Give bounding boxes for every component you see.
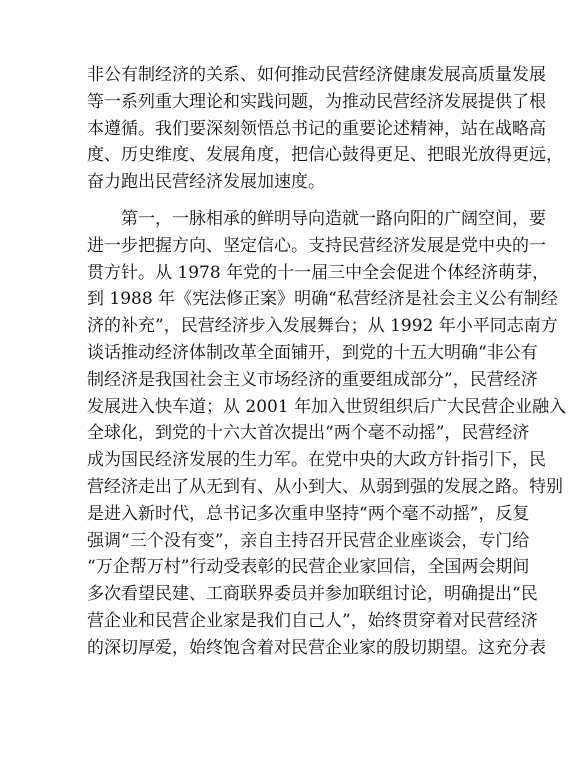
text-line: 等一系列重大理论和实践问题，为推动民营经济发展提供了根 (87, 91, 546, 112)
paragraph-2 (87, 206, 567, 662)
text-line: 进一步把握方向、坚定信心。支持民营经济发展是党中央的一 (87, 235, 546, 256)
paragraph-gap (87, 196, 502, 206)
paragraph-1 (87, 62, 563, 196)
text-line: “万企帮万村”行动受表彰的民营企业家回信，全国两会期间 (87, 557, 530, 578)
text-line: 全球化，到党的十六大首次提出“两个毫不动摇”，民营经济 (87, 423, 530, 444)
text-line: 贯方针。从 1978 年党的十一届三中全会促进个体经济萌芽， (87, 262, 550, 283)
text-line: 非公有制经济的关系、如何推动民营经济健康发展高质量发展 (87, 65, 546, 85)
text-line: 强调“三个没有变”，亲自主持召开民营企业座谈会，专门给 (87, 530, 530, 551)
body-text (87, 62, 567, 662)
text-line: 是进入新时代，总书记多次重申坚持“两个毫不动摇”，反复 (87, 503, 530, 524)
text-line: 的深切厚爱，始终饱含着对民营企业家的殷切期望。这充分表 (87, 637, 546, 658)
text-line: 奋力跑出民营经济发展加速度。 (87, 172, 325, 193)
text-line: 第一，一脉相承的鲜明导向造就一路向阳的广阔空间，要 (87, 208, 546, 229)
text-line: 多次看望民建、工商联界委员并参加联组讨论，明确提出“民 (87, 584, 538, 605)
text-line: 发展进入快车道；从 2001 年加入世贸组织后广大民营企业融入 (87, 396, 567, 417)
text-line: 到 1988 年《宪法修正案》明确“私营经济是社会主义公有制经 (87, 289, 558, 310)
text-line: 营经济走出了从无到有、从小到大、从弱到强的发展之路。特别 (87, 476, 563, 497)
text-line: 营企业和民营企业家是我们自己人”，始终贯穿着对民营经济 (87, 610, 538, 631)
text-line: 成为国民经济发展的生力军。在党中央的大政方针指引下，民 (87, 450, 546, 471)
text-line: 度、历史维度、发展角度，把信心鼓得更足、把眼光放得更远， (87, 145, 563, 166)
text-line: 济的补充”，民营经济步入发展舞台；从 1992 年小平同志南方 (87, 316, 558, 337)
text-line: 谈话推动经济体制改革全面铺开，到党的十五大明确“非公有 (87, 342, 538, 363)
text-line: 制经济是我国社会主义市场经济的重要组成部分”，民营经济 (87, 369, 538, 390)
text-line: 本遵循。我们要深刻领悟总书记的重要论述精神，站在战略高 (87, 118, 546, 139)
